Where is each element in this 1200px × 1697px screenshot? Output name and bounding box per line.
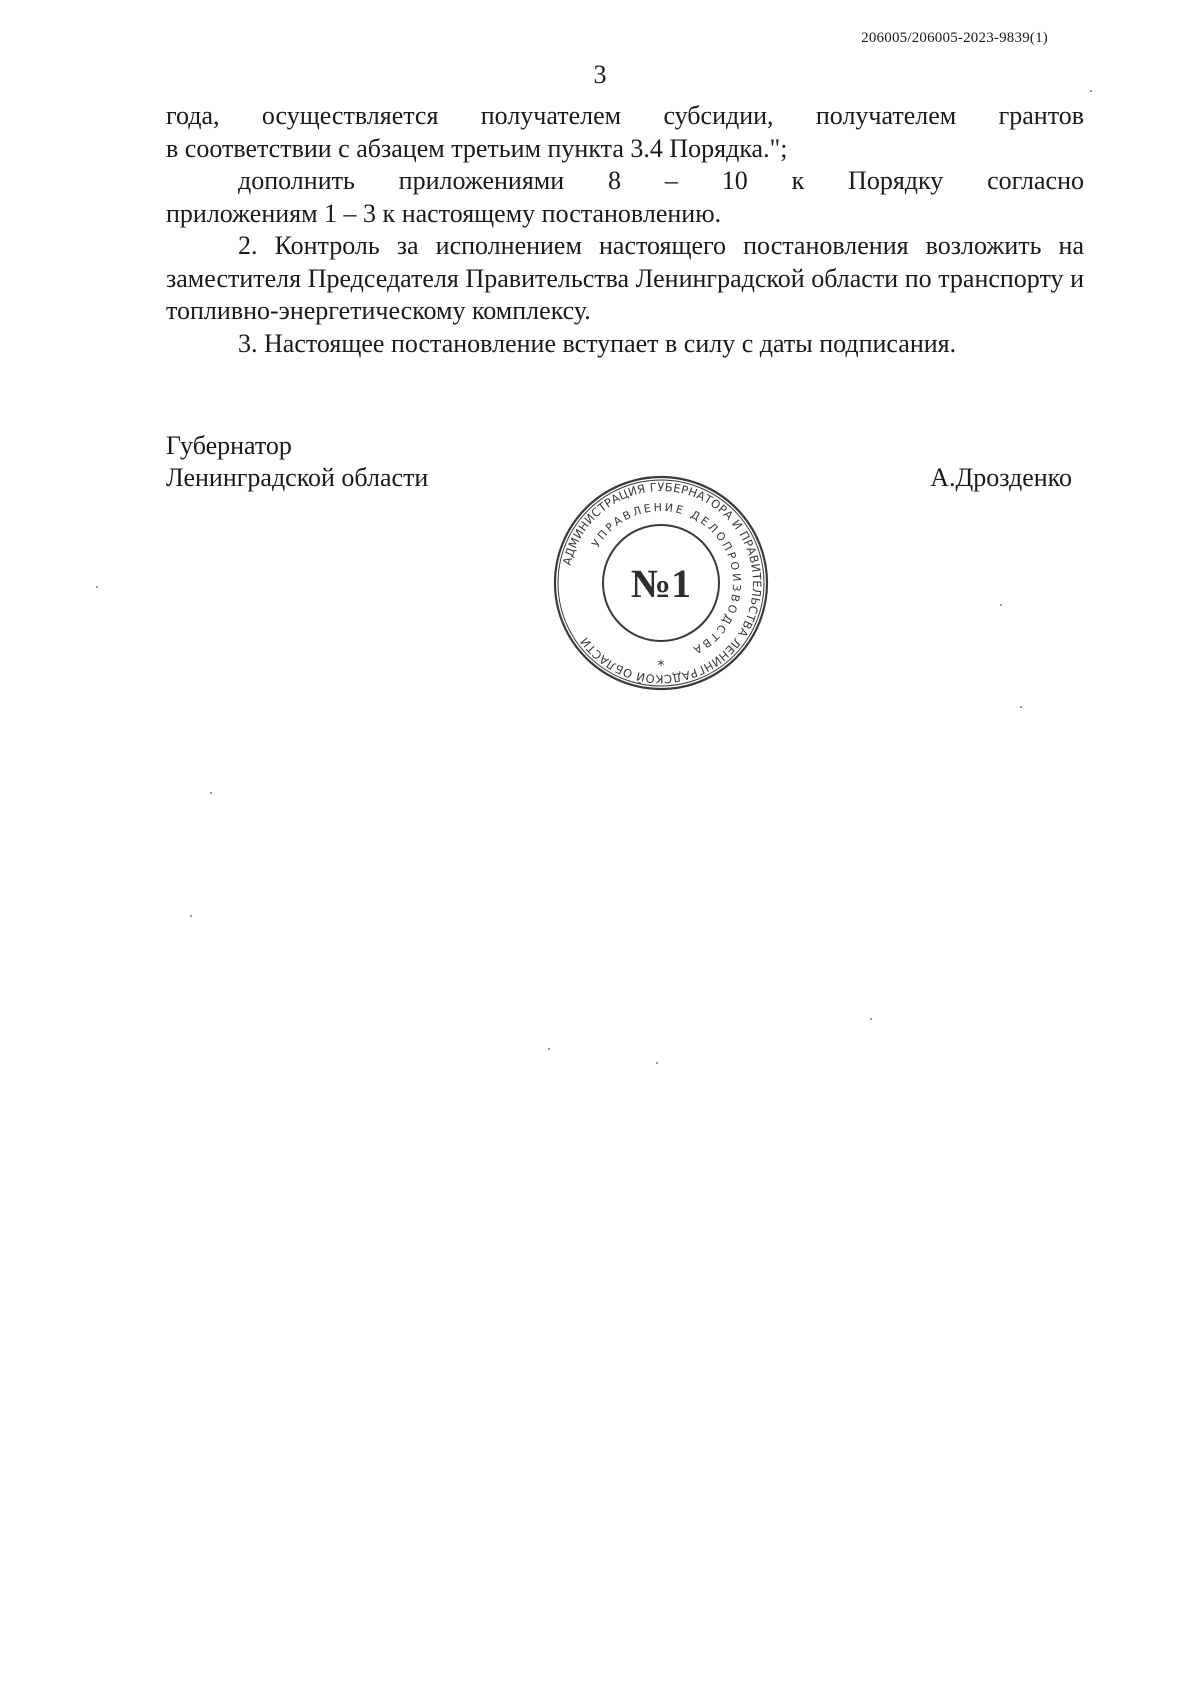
seal-center-number: №1: [630, 561, 692, 606]
paragraph-line: года, осуществляется получателем субсидии, получателем грантов: [166, 101, 1084, 130]
scan-speck: [548, 1048, 550, 1050]
scan-speck: [656, 1062, 658, 1064]
paragraph-line: приложениям 1 – 3 к настоящему постановлению.: [166, 198, 722, 228]
paragraph-effective-date: 3. Настоящее постановление вступает в силу с даты подписания.: [238, 328, 957, 358]
paragraph-continuation: [166, 100, 1084, 165]
paragraph-appendices: [166, 165, 1084, 230]
scan-speck: [1020, 706, 1022, 708]
paragraph-control: 2. Контроль за исполнением настоящего постановления возложить на заместителя Председателя Правительства Ленинградской области по транспорту и топливно-энергетическому комплексу.: [166, 231, 1084, 325]
seal-inner-text: УПРАВЛЕНИЕ ДЕЛОПРОИЗВОДСТВА: [589, 500, 744, 658]
paragraph-line: в соответствии с абзацем третьим пункта 3.4 Порядка.";: [166, 133, 788, 163]
scan-speck: [96, 586, 98, 588]
scan-speck: [1000, 604, 1002, 606]
signatory-position: [166, 430, 428, 494]
scan-speck: [1090, 90, 1092, 92]
paragraph-line: дополнить приложениями 8 – 10 к Порядку согласно: [238, 166, 1084, 195]
scan-speck: [210, 792, 212, 794]
scan-speck: [190, 915, 192, 917]
document-id: 206005/206005-2023-9839(1): [861, 30, 1048, 46]
page-number: 3: [593, 60, 607, 89]
signatory-region: Ленинградской области: [166, 463, 429, 492]
signatory-name: А.Дрозденко: [930, 463, 1072, 492]
seal-star-icon: *: [657, 658, 665, 674]
scan-speck: [870, 1018, 872, 1020]
official-seal: [550, 472, 772, 694]
signatory-title: Губернатор: [166, 431, 292, 460]
document-body: [166, 100, 1084, 360]
seal-outer-text: АДМИНИСТРАЦИЯ ГУБЕРНАТОРА И ПРАВИТЕЛЬСТВА ЛЕНИНГРАДСКОЙ ОБЛАСТИ: [559, 479, 765, 687]
